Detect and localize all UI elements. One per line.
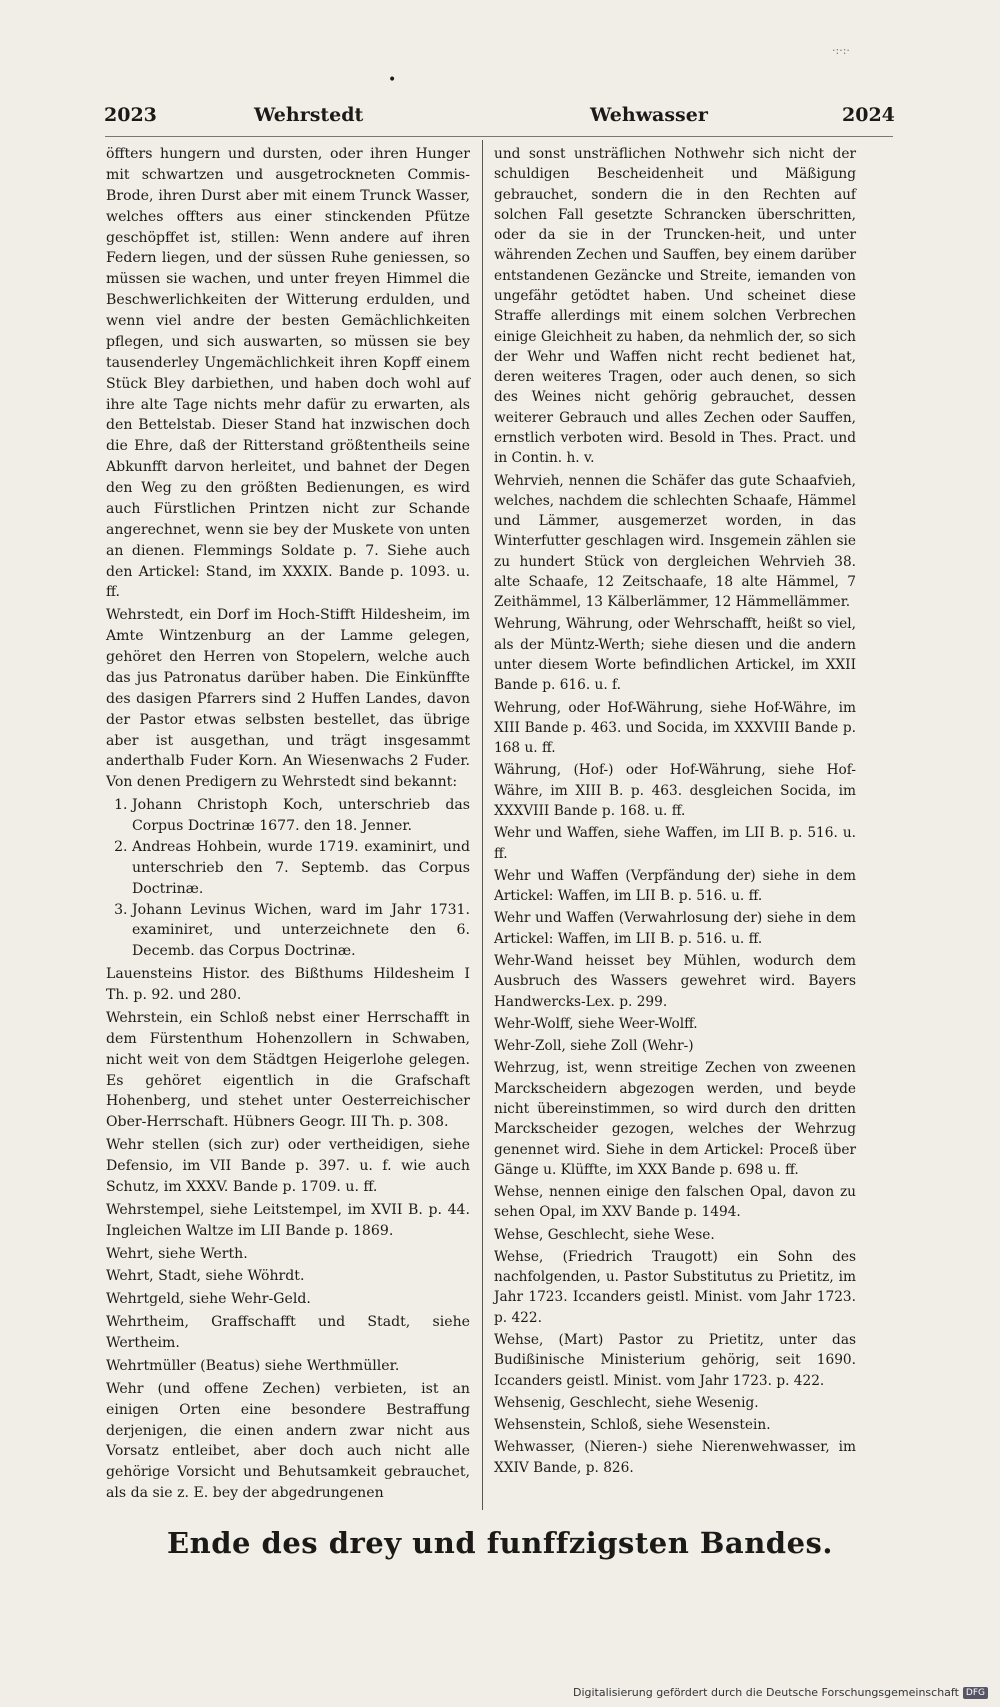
funding-note: Digitalisierung gefördert durch die Deutsche Forschungsgemeinschaft [572, 1686, 959, 1699]
library-stamp: ·:·:· [832, 44, 850, 57]
entry: Wehrung, oder Hof-Währung, siehe Hof-Währe, im XIII Bande p. 463. und Socida, im XXXVIII Bande p. 168 u. ff. [494, 699, 856, 757]
entry: Wehrstempel, siehe Leitstempel, im XVII B. p. 44. Ingleichen Waltze im LII Bande p. 1869. [106, 1201, 470, 1239]
list-item: 1. Johann Christoph Koch, unterschrieb das Corpus Doctrinæ 1677. den 18. Jenner. [132, 795, 470, 837]
entry: Wehr (und offene Zechen) verbieten, ist an einigen Orten eine besondere Bestraffung derjenigen, die einen andern zwar nicht aus Vorsatz entleibet, aber doch auch nicht alle gehörige Vorsicht und Behutsamkeit gebrauchet, als da sie z. E. bey der abgedrungenen [106, 1380, 470, 1502]
entry: Wehwasser, (Nieren-) siehe Nierenwehwasser, im XXIV Bande, p. 826. [494, 1439, 856, 1476]
dfg-logo: DFG [963, 1687, 988, 1699]
entry: Wehrtheim, Graffschafft und Stadt, siehe Wertheim. [106, 1314, 470, 1351]
entry: Wehrtgeld, siehe Wehr-Geld. [106, 1291, 311, 1308]
entry: Wehrung, Währung, oder Wehrschafft, heißt so viel, als der Müntz-Werth; siehe diesen und die andern unter diesem Worte befindlichen Artickel, im XXII Bande p. 616. u. f. [494, 616, 856, 694]
entry: Wehr stellen (sich zur) oder vertheidigen, siehe Defensio, im VII Bande p. 397. u. f. wie auch Schutz, im XXXV. Bande p. 1709. u. ff. [106, 1137, 470, 1195]
column-divider [482, 140, 483, 1510]
ink-mark: • [388, 72, 397, 88]
entry: Wehr und Waffen (Verpfändung der) siehe in dem Artickel: Waffen, im LII B. p. 516. u. ff. [494, 867, 856, 905]
entry: Wehse, (Mart) Pastor zu Prietitz, unter das Budißinische Ministerium gehörig, seit 1690. Iccanders geistl. Minist. vom Jahr 1723. p. 422. [494, 1332, 856, 1389]
entry: Wehse, Geschlecht, siehe Wese. [494, 1226, 715, 1243]
left-column [106, 144, 470, 1506]
list-item: 2. Andreas Hohbein, wurde 1719. examinirt, und unterschrieb den 7. Septemb. das Corpus Doctrinæ. [132, 837, 470, 900]
left-page-number: 2023 [104, 104, 157, 126]
entry: Wehr-Wolff, siehe Weer-Wolff. [494, 1015, 698, 1032]
entry: Wehrt, siehe Werth. [106, 1245, 248, 1262]
paragraph: öffters hungern und dursten, oder ihren Hunger mit schwartzen und ausgetrockneten Commis-Brode, ihren Durst aber mit einem Trunck Wasser, welches offters aus einer stinckenden Pfütze geschöpffet ist, stillen: Wenn andere auf ihren Federn liegen, und der süssen Ruhe geniessen, so müssen sie wachen, und unter freyen Himmel die Beschwerlichkeiten der Witterung erdulden, und wenn viel andre der besten Gemächlichkeiten pflegen, und sich auswarten, so müssen sie bey tausenderley Ungemächlichkeit ihren Kopff einem Stück Bley darbiethen, und haben doch wohl auf ihre alte Tage nichts mehr dafür zu erwarten, als den Bettelstab. Dieser Stand hat inzwischen doch die Ehre, daß der Ritterstand größtentheils seine Abkunfft darvon herleitet, und bahnet der Degen den Weg zu den größten Bedienungen, es wird auch Fürstlichen Printzen nicht zur Schande angerechnet, wenn sie bey der Muskete von unten an dienen. Flemmings Soldate p. 7. Siehe auch den Artickel: Stand, im XXXIX. Bande p. 1093. u. ff. [106, 146, 470, 601]
right-page-number: 2024 [842, 104, 895, 126]
entry: Wehr-Wand heisset bey Mühlen, wodurch dem Ausbruch des Wassers gewehret wird. Bayers Handwercks-Lex. p. 299. [494, 952, 856, 1010]
citation: Lauensteins Histor. des Bißthums Hildesheim I Th. p. 92. und 280. [106, 966, 470, 1003]
right-column [494, 144, 856, 1480]
entry: Wehse, (Friedrich Traugott) ein Sohn des nachfolgenden, u. Pastor Substitutus zu Prietitz, im Jahr 1723. Iccanders geistl. Minist. vom Jahr 1723. p. 422. [494, 1248, 856, 1326]
entry: Währung, (Hof-) oder Hof-Währung, siehe Hof-Währe, im XIII B. p. 463. desgleichen Socida, im XXXVIII Bande p. 168. u. ff. [494, 762, 856, 819]
left-running-head: Wehrstedt [254, 104, 364, 126]
list-item: 3. Johann Levinus Wichen, ward im Jahr 1731. examiniret, und unterzeichnete den 6. Decemb. das Corpus Doctrinæ. [132, 900, 470, 963]
entry: Wehrt, Stadt, siehe Wöhrdt. [106, 1268, 305, 1285]
entry: Wehse, nennen einige den falschen Opal, davon zu sehen Opal, im XXV Bande p. 1494. [494, 1184, 856, 1221]
entry: Wehr-Zoll, siehe Zoll (Wehr-) [494, 1038, 694, 1055]
footer [573, 1686, 988, 1699]
entry: Wehrtmüller (Beatus) siehe Werthmüller. [106, 1357, 400, 1374]
paragraph: und sonst unsträflichen Nothwehr sich nicht der schuldigen Bescheidenheit und Mäßigung gebrauchet, sondern die in den Rechten auf solchen Fall gesetzte Schrancken überschritten, oder da sie in der Truncken-heit, und unter währenden Zechen und Sauffen, bey einem darüber entstandenen Gezäncke und Streite, iemanden von ungefähr getödtet haben. Und scheinet diese Straffe allerdings mit einem solchen Verbrechen einige Gleichheit zu haben, da nehmlich der, so sich der Wehr und Waffen nicht recht bedienet hat, deren weiteres Tragen, oder auch denen, so sich des Weines nicht gehörig gebrauchet, dessen weiterer Gebrauch und alles Zechen oder Sauffen, ernstlich verboten wird. Besold in Thes. Pract. und in Contin. h. v. [494, 146, 856, 467]
entry: Wehsenstein, Schloß, siehe Wesenstein. [494, 1417, 771, 1434]
entry: Wehsenig, Geschlecht, siehe Wesenig. [494, 1394, 759, 1411]
header-rule [105, 136, 893, 137]
entry: Wehrvieh, nennen die Schäfer das gute Schaafvieh, welches, nachdem die schlechten Schaafe, Hämmel und Lämmer, ausgemerzet worden, in das Winterfutter geschlagen wird. Insgemein zählen sie zu hundert Stück von dergleichen Wehrvieh 38. alte Schaafe, 12 Zeitschaafe, 18 alte Hämmel, 7 Zeithämmel, 13 Kälberlämmer, 12 Hämmellämmer. [494, 472, 856, 611]
right-running-head: Wehwasser [590, 104, 708, 126]
volume-end-line: Ende des drey und funffzigsten Bandes. [167, 1526, 833, 1560]
entry: Wehr und Waffen (Verwahrlosung der) siehe in dem Artickel: Waffen, im LII B. p. 516. u. ff. [494, 910, 856, 947]
entry: Wehrzug, ist, wenn streitige Zechen von zweenen Marckscheidern abgezogen werden, und beyde nicht übereinstimmen, so wird durch den dritten Marckscheider gezogen, welches der Wehrzug genennet wird. Siehe in dem Artickel: Proceß über Gänge u. Klüffte, im XXX Bande p. 698 u. ff. [494, 1060, 856, 1178]
entry-wehrstedt: Wehrstedt, ein Dorf im Hoch-Stifft Hildesheim, im Amte Wintzenburg an der Lamme gelegen, gehöret den Herren von Stopelern, welche auch das jus Patronatus darüber haben. Die Einkünffte des dasigen Pfarrers sind 2 Huffen Landes, davon der Pastor etwas selbsten bestellet, das übrige aber ist ausgethan, und trägt insgesammt anderthalb Fuder Korn. An Wiesenwachs 2 Fuder. Von denen Predigern zu Wehrstedt sind bekannt: [106, 607, 470, 791]
entry: Wehrstein, ein Schloß nebst einer Herrschafft in dem Fürstenthum Hohenzollern in Schwaben, nicht weit von dem Städtgen Heigerlohe gelegen. Es gehöret eigentlich in die Grafschaft Hohenberg, und stehet unter Oesterreichischer Ober-Herrschaft. Hübners Geogr. III Th. p. 308. [106, 1009, 470, 1131]
preacher-list [132, 795, 470, 962]
entry: Wehr und Waffen, siehe Waffen, im LII B. p. 516. u. ff. [494, 825, 856, 862]
